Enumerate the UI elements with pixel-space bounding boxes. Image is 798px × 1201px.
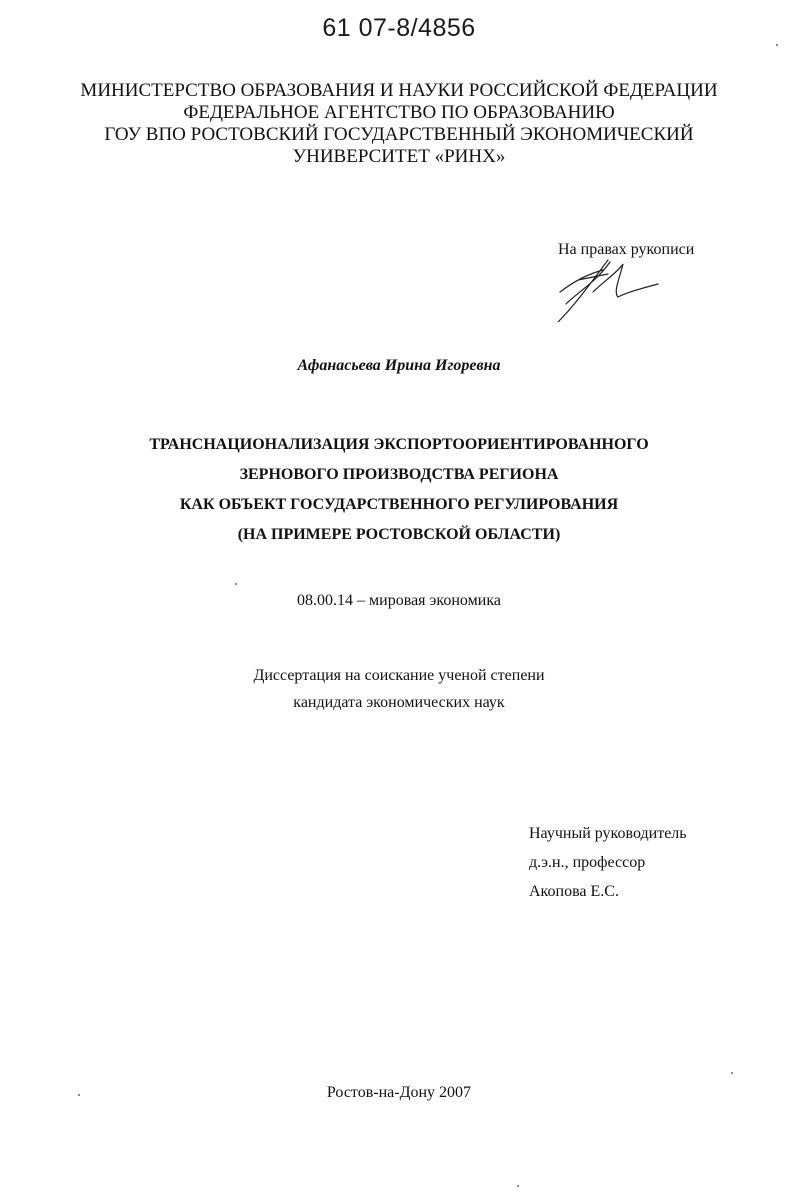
organization-line-ministry: МИНИСТЕРСТВО ОБРАЗОВАНИЯ И НАУКИ РОССИЙСКОЙ ФЕДЕРАЦИИ [80,80,718,101]
supervisor-rank: д.э.н., профессор [529,854,646,871]
author-name: Афанасьева Ирина Игоревна [297,357,501,374]
scan-speck [517,1185,519,1187]
title-line: ЗЕРНОВОГО ПРОИЗВОДСТВА РЕГИОНА [239,466,559,483]
dissertation-title [0,430,798,550]
degree-line: Диссертация на соискание ученой степени [253,667,545,684]
supervisor-name: Акопова Е.С. [529,883,619,900]
manuscript-note: На правах рукописи [558,241,695,258]
scan-speck [731,1072,733,1074]
scan-speck [776,44,778,46]
title-line: (НА ПРИМЕРЕ РОСТОВСКОЙ ОБЛАСТИ) [237,526,561,543]
title-line: ТРАНСНАЦИОНАЛИЗАЦИЯ ЭКСПОРТООРИЕНТИРОВАННОГО [149,436,649,453]
organization-line-university: ГОУ ВПО РОСТОВСКИЙ ГОСУДАРСТВЕННЫЙ ЭКОНОМИЧЕСКИЙ [104,124,694,145]
scan-speck [235,583,237,585]
supervisor-role: Научный руководитель [529,825,687,842]
city-year: Ростов-на-Дону 2007 [326,1084,472,1101]
archive-code: 61 07-8/4856 [322,14,476,42]
signature-icon [548,252,668,322]
scan-speck [78,1094,80,1096]
organization-block [0,80,798,168]
degree-line: кандидата экономических наук [293,694,505,711]
title-line: КАК ОБЪЕКТ ГОСУДАРСТВЕННОГО РЕГУЛИРОВАНИЯ [179,496,619,513]
organization-line-agency: ФЕДЕРАЛЬНОЕ АГЕНТСТВО ПО ОБРАЗОВАНИЮ [183,102,615,123]
degree-statement [0,662,798,716]
specialty-code: 08.00.14 – мировая экономика [297,592,501,609]
organization-line-university-name: УНИВЕРСИТЕТ «РИНХ» [292,146,506,167]
supervisor-block [529,819,687,906]
